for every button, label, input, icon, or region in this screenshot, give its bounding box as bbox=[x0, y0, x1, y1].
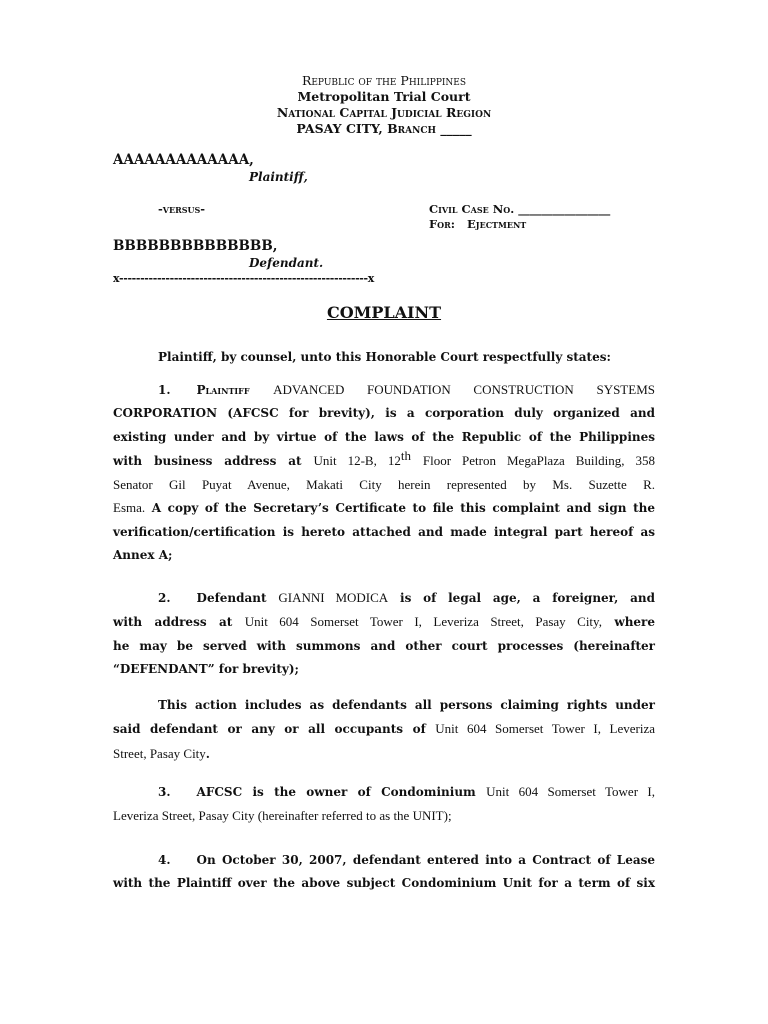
paragraph-3-line-2: Leveriza Street, Pasay City (hereinafter referred to as the UNIT); bbox=[113, 808, 452, 824]
paragraph-1-line-4 bbox=[113, 449, 655, 473]
civil-case-label: Civil Case No. bbox=[429, 202, 515, 216]
paragraph-1-unit: Unit 12-B, 12 bbox=[313, 452, 401, 468]
paragraph-1-number: 1. bbox=[158, 383, 171, 397]
paragraph-1-line-7: verification/certification is hereto attached and made integral part hereof as bbox=[113, 524, 655, 539]
for-value: Ejectment bbox=[467, 217, 527, 231]
paragraph-1-sup: th bbox=[400, 447, 411, 463]
paragraph-2-legal-age: is of legal age, a foreigner, and bbox=[400, 591, 656, 605]
paragraph-3-unit: Unit 604 Somerset Tower I, bbox=[486, 784, 655, 799]
paragraph-action-line-1 bbox=[113, 694, 655, 717]
caption-divider: x-----------------------------------------------------------x bbox=[113, 272, 374, 285]
paragraph-action bbox=[113, 694, 655, 766]
paragraph-3 bbox=[113, 780, 655, 828]
paragraph-1-address-label: with business address at bbox=[113, 453, 302, 468]
paragraph-2-address-label: with address at bbox=[113, 615, 233, 630]
paragraph-action-occupants: said defendant or any or all occupants of bbox=[113, 722, 426, 737]
paragraph-2-address: Unit 604 Somerset Tower I, Leveriza Street, Pasay City, bbox=[244, 614, 602, 630]
civil-case-blank: ________________ bbox=[518, 202, 611, 216]
paragraph-action-address: Unit 604 Somerset Tower I, Leveriza bbox=[435, 721, 655, 737]
paragraph-4 bbox=[113, 849, 655, 896]
paragraph-2-name: GIANNI MODICA bbox=[278, 590, 389, 605]
paragraph-3-owner: AFCSC is the owner of Condominium bbox=[196, 785, 476, 799]
paragraph-3-line-1 bbox=[113, 780, 655, 804]
paragraph-2-where: where bbox=[614, 615, 656, 630]
paragraph-3-number: 3. bbox=[158, 785, 171, 799]
plaintiff-role: Plaintiff, bbox=[249, 170, 308, 184]
paragraph-4-number: 4. bbox=[158, 853, 171, 867]
paragraph-action-text: This action includes as defendants all persons claiming rights under bbox=[158, 698, 655, 712]
paragraph-1-plaintiff: Plaintiff bbox=[196, 383, 250, 397]
civil-case-line bbox=[429, 202, 610, 216]
plaintiff-name: AAAAAAAAAAAAA, bbox=[113, 152, 254, 168]
paragraph-1-floor: Floor Petron MegaPlaza Building, 358 bbox=[422, 452, 655, 468]
header-court: Metropolitan Trial Court bbox=[297, 89, 471, 104]
paragraph-2-line-3: he may be served with summons and other court processes (hereinafter bbox=[113, 638, 655, 653]
intro-text: Plaintiff, by counsel, unto this Honorable Court respectfully states: bbox=[158, 350, 611, 364]
paragraph-2-defendant: Defendant bbox=[196, 591, 267, 605]
paragraph-1-line-8: Annex A; bbox=[113, 548, 173, 563]
header-region: National Capital Judicial Region bbox=[276, 105, 492, 120]
paragraph-2-line-4: “DEFENDANT” for brevity); bbox=[113, 661, 299, 676]
for-label: For: bbox=[429, 217, 456, 231]
versus-label: -versus- bbox=[158, 202, 206, 216]
paragraph-1 bbox=[113, 378, 655, 567]
paragraph-1-line-3: existing under and by virtue of the laws of the Republic of the Philippines bbox=[113, 429, 655, 444]
paragraph-4-line-2: with the Plaintiff over the above subject Condominium Unit for a term of six bbox=[113, 876, 655, 891]
paragraph-2 bbox=[113, 586, 655, 681]
paragraph-1-line-5: Senator Gil Puyat Avenue, Makati City herein represented by Ms. Suzette R. bbox=[113, 477, 655, 493]
paragraph-action-line-2 bbox=[113, 717, 655, 741]
document-title: COMPLAINT bbox=[326, 303, 442, 322]
header-branch-label: Branch bbox=[387, 121, 436, 136]
paragraph-1-company: ADVANCED FOUNDATION CONSTRUCTION SYSTEMS bbox=[273, 382, 655, 397]
paragraph-1-line-2: CORPORATION (AFCSC for brevity), is a corporation duly organized and bbox=[113, 406, 655, 421]
paragraph-1-esma: Esma. bbox=[113, 500, 146, 516]
header-city: PASAY CITY, bbox=[296, 121, 388, 136]
defendant-name: BBBBBBBBBBBBBB, bbox=[113, 238, 278, 254]
paragraph-2-number: 2. bbox=[158, 591, 171, 605]
header-branch bbox=[0, 121, 768, 136]
paragraph-4-text: On October 30, 2007, defendant entered into a Contract of Lease bbox=[196, 853, 655, 867]
paragraph-action-line-3 bbox=[113, 742, 655, 766]
paragraph-1-line-6 bbox=[113, 496, 655, 520]
paragraph-1-line-1 bbox=[113, 378, 655, 402]
paragraph-1-certificate: A copy of the Secretary’s Certificate to file this complaint and sign the bbox=[151, 501, 655, 516]
paragraph-2-line-2 bbox=[113, 610, 655, 634]
header-republic: Republic of the Philippines bbox=[301, 73, 467, 88]
paragraph-4-line-1 bbox=[113, 849, 655, 872]
paragraph-action-street: Street, Pasay City bbox=[113, 745, 206, 761]
header-branch-blank: _____ bbox=[436, 121, 472, 136]
for-line bbox=[429, 217, 526, 231]
paragraph-action-period: . bbox=[205, 746, 210, 761]
paragraph-2-line-1 bbox=[113, 586, 655, 610]
defendant-role: Defendant. bbox=[249, 256, 324, 270]
